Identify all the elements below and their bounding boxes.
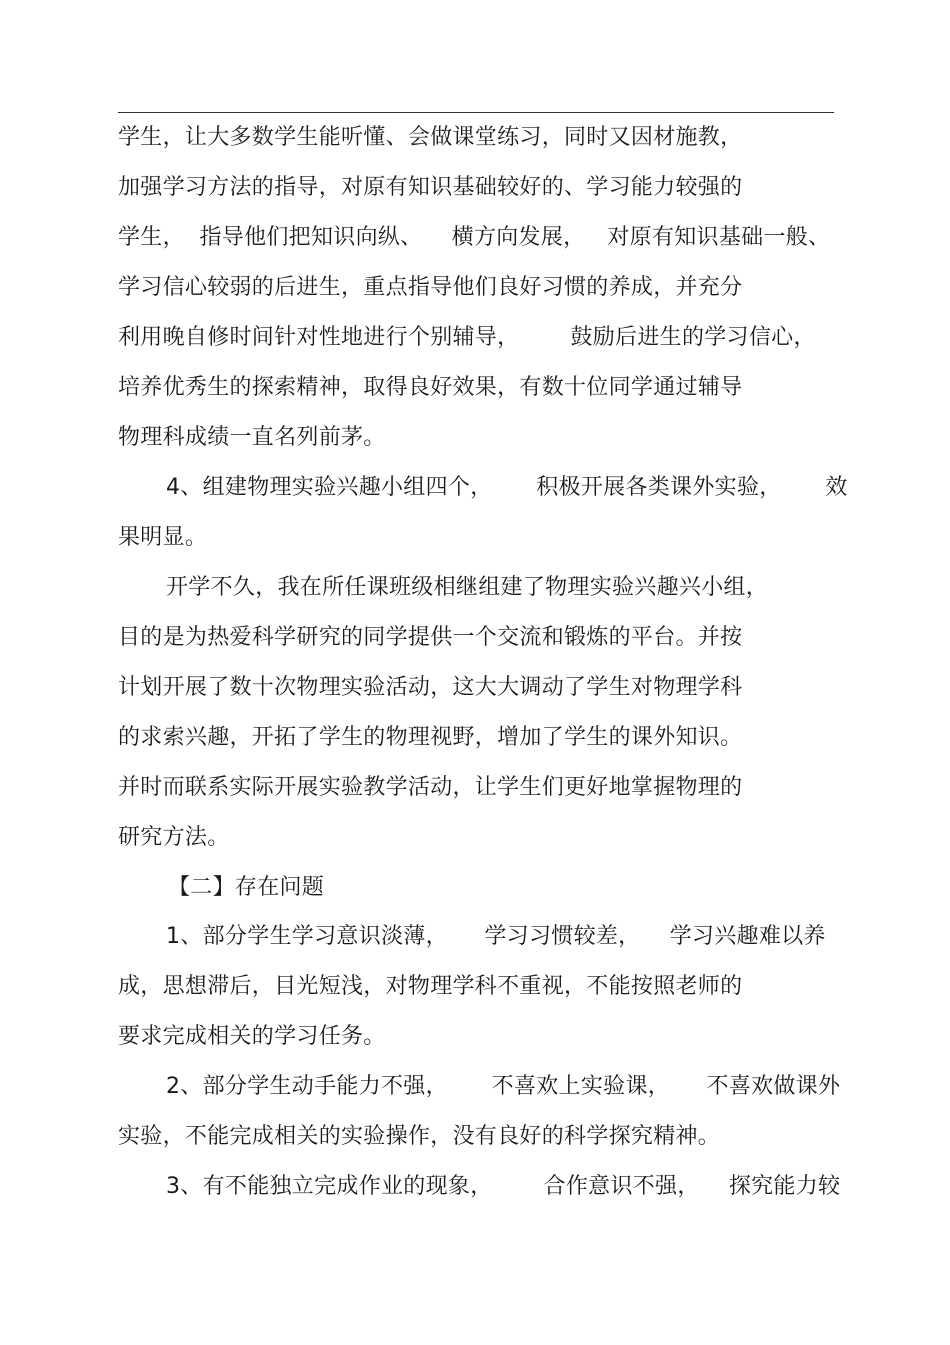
text-line: 计划开展了数十次物理实验活动，这大大调动了学生对物理学科 (118, 675, 743, 700)
text-line: 目的是为热爱科学研究的同学提供一个交流和锻炼的平台。并按 (118, 625, 743, 650)
text-line: 研究方法。 (118, 825, 230, 850)
text-line: 学习信心较弱的后进生，重点指导他们良好习惯的养成，并充分 (118, 275, 743, 300)
text-line: 开学不久，我在所任课班级相继组建了物理实验兴趣兴小组， (166, 575, 769, 600)
text-line: 学生， 指导他们把知识向纵、 横方向发展， 对原有知识基础一般、 (118, 225, 831, 250)
text-line: 果明显。 (118, 525, 208, 550)
section-heading: 【二】存在问题 (168, 875, 325, 900)
text-line: 1、部分学生学习意识淡薄， 学习习惯较差， 学习兴趣难以养 (166, 924, 826, 949)
text-line: 4、组建物理实验兴趣小组四个， 积极开展各类课外实验， 效 (166, 475, 848, 500)
text-line: 成，思想滞后，目光短浅，对物理学科不重视，不能按照老师的 (118, 974, 743, 999)
text-line: 利用晚自修时间针对性地进行个别辅导， 鼓励后进生的学习信心， (118, 325, 816, 350)
text-line: 3、有不能独立完成作业的现象， 合作意识不强， 探究能力较 (166, 1174, 841, 1199)
text-line: 要求完成相关的学习任务。 (118, 1024, 386, 1049)
text-line: 学生，让大多数学生能听懂、会做课堂练习，同时又因材施教， (118, 125, 743, 150)
text-line: 并时而联系实际开展实验教学活动，让学生们更好地掌握物理的 (118, 775, 743, 800)
text-line: 的求索兴趣，开拓了学生的物理视野，增加了学生的课外知识。 (118, 725, 743, 750)
text-line: 培养优秀生的探索精神，取得良好效果，有数十位同学通过辅导 (118, 375, 743, 400)
header-rule (118, 112, 834, 113)
text-line: 2、部分学生动手能力不强， 不喜欢上实验课， 不喜欢做课外 (166, 1074, 841, 1099)
text-line: 加强学习方法的指导，对原有知识基础较好的、学习能力较强的 (118, 175, 743, 200)
text-line: 物理科成绩一直名列前茅。 (118, 425, 386, 450)
text-line: 实验，不能完成相关的实验操作，没有良好的科学探究精神。 (118, 1124, 721, 1149)
